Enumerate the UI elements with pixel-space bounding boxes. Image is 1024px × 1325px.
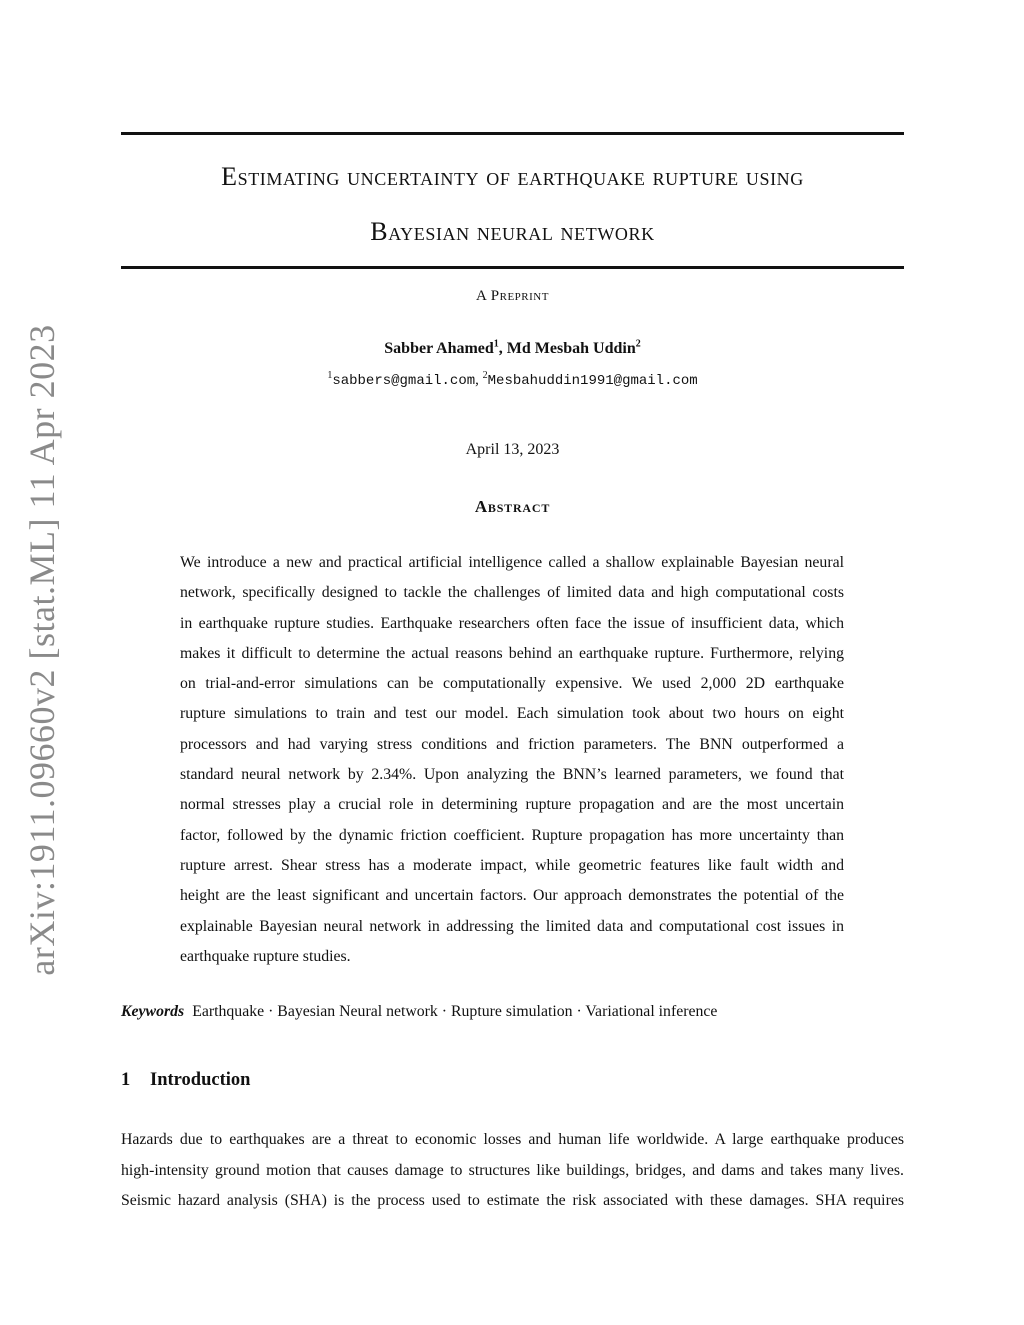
author-affiliation-mark: 1 (493, 338, 499, 350)
abstract-line: factor, followed by the dynamic friction coefficient. Rupture propagation has more uncertainty than (180, 826, 844, 844)
abstract-line: on trial-and-error simulations can be computationally expensive. We used 2,000 2D earthquake (180, 675, 844, 693)
author-affiliation-mark: 2 (635, 338, 641, 350)
abstract-line: processors and had varying stress conditions and friction parameters. The BNN outperformed a (180, 735, 844, 753)
abstract-line: height are the least significant and uncertain factors. Our approach demonstrates the potential of the (180, 887, 844, 905)
author-list (121, 340, 904, 358)
body-line: Hazards due to earthquakes are a threat to economic losses and human life worldwide. A large earthquake produces (121, 1131, 904, 1148)
section-heading (121, 1070, 250, 1091)
keywords-text: Earthquake · Bayesian Neural network · Rupture simulation · Variational inference (192, 1003, 718, 1020)
author-separator: , (498, 340, 507, 357)
author-name: Sabber Ahamed (384, 340, 494, 357)
author-name: Md Mesbah Uddin (506, 340, 636, 357)
abstract-line: explainable Bayesian neural network in addressing the limited data and computational cost issues in (180, 917, 844, 935)
arxiv-identifier: arXiv:1911.09660v2 [stat.ML] 11 Apr 2023 (22, 324, 62, 976)
abstract-line: rupture arrest. Shear stress has a moderate impact, while geometric features like fault width and (180, 856, 844, 874)
preprint-label: A Preprint (476, 288, 549, 304)
section-title: Introduction (150, 1070, 251, 1090)
title-bottom-rule (121, 266, 904, 269)
abstract-line: earthquake rupture studies. (180, 947, 351, 965)
email-affiliation-mark: 2 (482, 370, 488, 381)
email-link[interactable]: Mesbahuddin1991@gmail.com (487, 373, 698, 389)
abstract-line: normal stresses play a crucial role in determining rupture propagation and are the most uncertain (180, 796, 844, 814)
email-link[interactable]: sabbers@gmail.com (332, 373, 476, 389)
abstract-body (180, 548, 844, 972)
keywords (121, 1003, 904, 1021)
author-emails (121, 372, 904, 389)
body-line: Seismic hazard analysis (SHA) is the process used to estimate the risk associated with these damages. SHA requires (121, 1192, 904, 1209)
email-affiliation-mark: 1 (327, 370, 333, 381)
abstract-line: in earthquake rupture studies. Earthquake researchers often face the issue of insufficient data, which (180, 614, 844, 632)
keywords-label: Keywords (121, 1003, 185, 1020)
abstract-line: standard neural network by 2.34%. Upon analyzing the BNN’s learned parameters, we found that (180, 766, 844, 784)
introduction-body (121, 1125, 904, 1217)
body-line: high-intensity ground motion that causes damage to structures like buildings, bridges, and dams and takes many lives. (121, 1161, 904, 1179)
title-top-rule (121, 132, 904, 135)
abstract-line: makes it difficult to determine the actual reasons behind an earthquake rupture. Furthermore, relying (180, 644, 844, 662)
abstract-line: rupture simulations to train and test our model. Each simulation took about two hours on eight (180, 705, 844, 723)
paper-title-line-2: Bayesian neural network (370, 217, 655, 246)
section-number: 1 (121, 1070, 131, 1090)
email-separator: , (475, 372, 483, 388)
abstract-line: We introduce a new and practical artificial intelligence called a shallow explainable Bayesian neural (180, 554, 844, 571)
paper-title-line-1: Estimating uncertainty of earthquake rupture using (221, 162, 804, 191)
publication-date: April 13, 2023 (465, 441, 560, 458)
abstract-heading: Abstract (474, 497, 551, 516)
abstract-line: network, specifically designed to tackle the challenges of limited data and high computational costs (180, 584, 844, 602)
